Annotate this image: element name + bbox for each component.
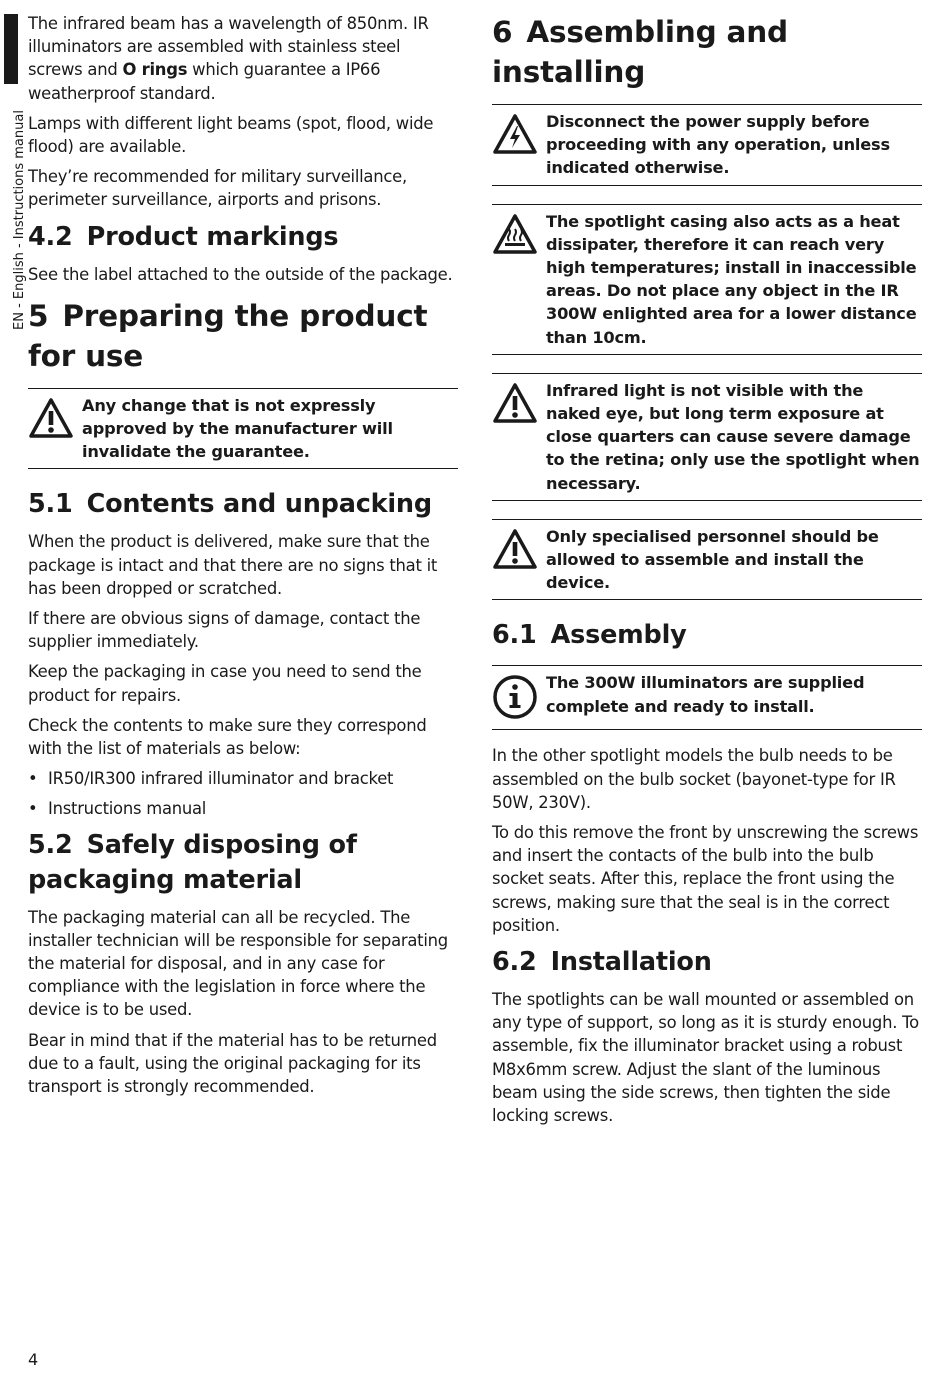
page-number: 4 (28, 1350, 39, 1369)
section-5-1-paragraph-3: Keep the packaging in case you need to send the product for repairs. (28, 662, 422, 705)
warning-text: The spotlight casing also acts as a heat dissipater, therefore it can reach very high temperatures; install in inaccessible areas. Do not place any object in the IR 300W enlighted area for a lower distance than 10cm. (546, 211, 917, 347)
section-tab-marker (4, 14, 18, 84)
list-item: • Instructions manual (28, 799, 207, 819)
warning-notice-power (492, 104, 922, 186)
section-5-2-paragraph-1: The packaging material can all be recycled. The installer technician will be responsible for separating the material for disposal, and in any case for compliance with the legislation in force where the device is to be used. (28, 907, 448, 1020)
info-notice-300w (492, 665, 922, 730)
contents-list (28, 767, 458, 820)
section-6-2-paragraph-1: The spotlights can be wall mounted or assembled on any type of support, so long as it is sturdy enough. To assemble, fix the illuminator bracket using a robust M8x6mm screw. Adjust the slant of the luminous beam using the side screws, then tighten the side locking screws. (492, 990, 919, 1126)
warning-triangle-icon (492, 379, 546, 428)
info-text: The 300W illuminators are supplied complete and ready to install. (546, 673, 865, 716)
side-language-label: EN - English - Instructions manual (12, 110, 27, 330)
info-circle-icon (492, 671, 546, 724)
section-6-1-paragraph-1: In the other spotlight models the bulb needs to be assembled on the bulb socket (bayonet-type for IR 50W, 230V). (492, 746, 896, 812)
section-5-2-paragraph-2: Bear in mind that if the material has to be returned due to a fault, using the original packaging for its transport is strongly recommended. (28, 1030, 437, 1097)
section-5-heading: 5 Preparing the product for use (28, 298, 428, 373)
warning-text: Any change that is not expressly approved by the manufacturer will invalidate the guarantee. (82, 395, 393, 462)
section-4-2-heading: 4.2 Product markings (28, 221, 339, 252)
intro-paragraph-3: They’re recommended for military surveillance, perimeter surveillance, airports and prisons. (28, 167, 407, 210)
section-5-1-paragraph-2: If there are obvious signs of damage, contact the supplier immediately. (28, 609, 421, 652)
warning-text: Infrared light is not visible with the naked eye, but long term exposure at close quarters can cause severe damage to the retina; only use the spotlight when necessary. (546, 380, 920, 493)
warning-text: Only specialised personnel should be allowed to assemble and install the device. (546, 526, 879, 593)
warning-notice-heat (492, 204, 922, 355)
warning-notice-guarantee (28, 388, 458, 470)
section-5-2-heading: 5.2 Safely disposing of packaging material (28, 829, 357, 895)
section-6-1-paragraph-2: To do this remove the front by unscrewing the screws and insert the contacts of the bulb into the bulb socket seats. After this, replace the front using the screws, making sure that the seal is in the correct position. (492, 823, 919, 935)
section-6-1-heading: 6.1 Assembly (492, 620, 687, 651)
intro-paragraph-2: Lamps with different light beams (spot, flood, wide flood) are available. (28, 113, 434, 157)
section-5-1-paragraph-1: When the product is delivered, make sure that the package is intact and that there are no signs that it has been dropped or scratched. (28, 532, 438, 598)
section-6-2-heading: 6.2 Installation (492, 947, 712, 978)
section-5-1-heading: 5.1 Contents and unpacking (28, 489, 432, 520)
left-column (28, 12, 458, 1105)
intro-paragraph-1: The infrared beam has a wavelength of 850nm. IR illuminators are assembled with stainless steel screws and O rings which guarantee a IP66 weatherproof standard. (28, 14, 429, 103)
warning-text: Disconnect the power supply before proceeding with any operation, unless indicated otherwise. (546, 112, 890, 178)
warning-triangle-icon (28, 394, 82, 443)
warning-triangle-icon (492, 525, 546, 574)
list-item: • IR50/IR300 infrared illuminator and bracket (28, 769, 394, 789)
electric-hazard-icon (492, 110, 546, 159)
warning-notice-personnel (492, 519, 922, 601)
right-column (492, 12, 922, 1134)
section-4-2-paragraph: See the label attached to the outside of the package. (28, 264, 453, 284)
o-rings-bold: O rings (122, 60, 188, 80)
hot-surface-icon (492, 210, 546, 259)
section-6-heading: 6 Assembling and installing (492, 15, 788, 89)
warning-notice-infrared (492, 373, 922, 501)
section-5-1-paragraph-4: Check the contents to make sure they correspond with the list of materials as below: (28, 715, 427, 759)
